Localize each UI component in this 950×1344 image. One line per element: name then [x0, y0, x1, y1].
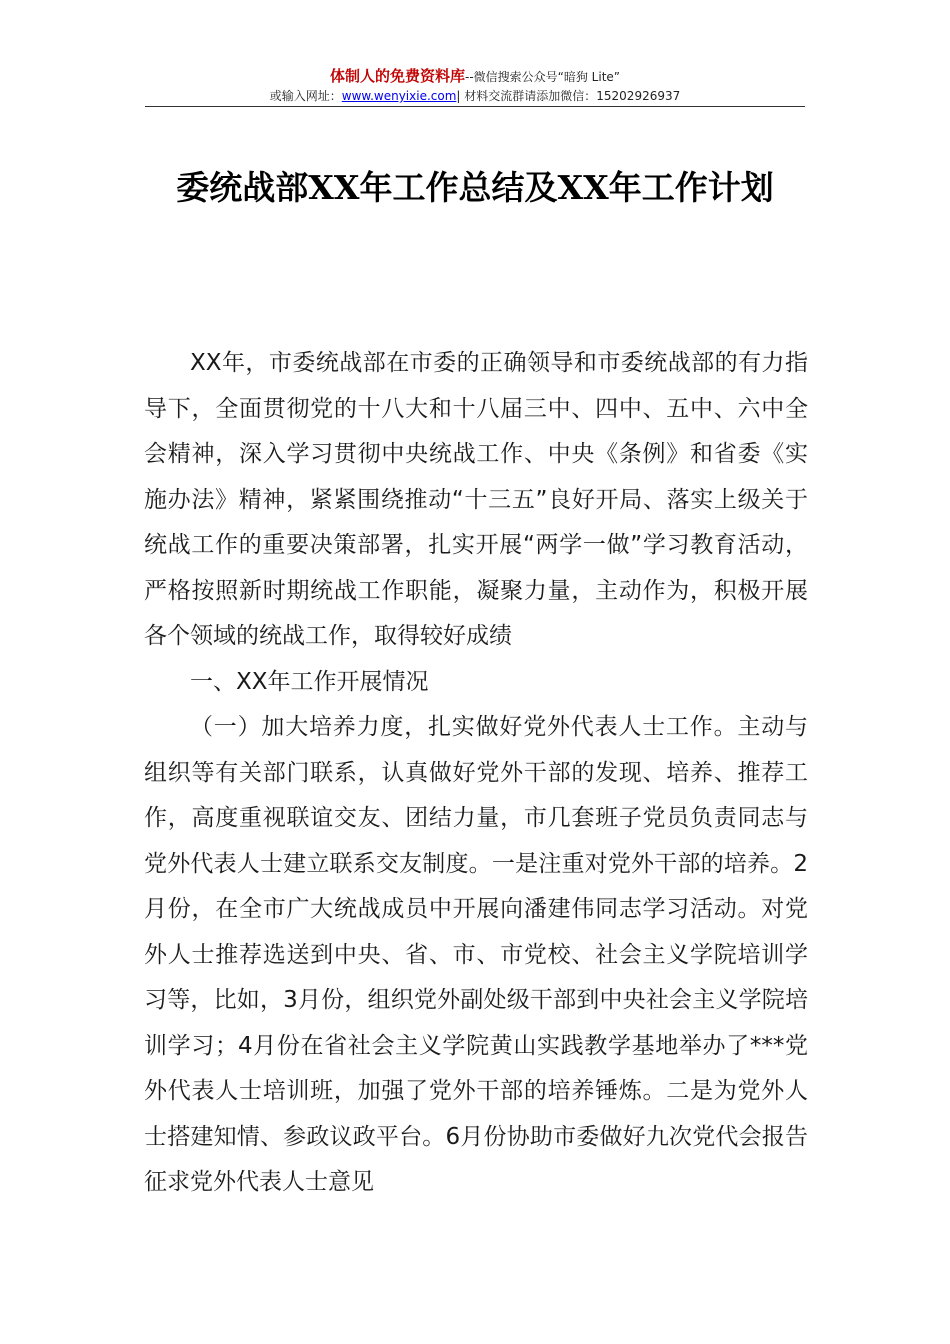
document-body [144, 341, 808, 1206]
header-brand: 体制人的免费资料库 [329, 67, 465, 85]
intro-paragraph: XX年，市委统战部在市委的正确领导和市委统战部的有力指导下，全面贯彻党的十八大和十八届三中、四中、五中、六中全会精神，深入学习贯彻中央统战工作、中央《条例》和省委《实施办法》精神，紧紧围绕推动“十三五”良好开局、落实上级关于统战工作的重要决策部署，扎实开展“两学一做”学习教育活动，严格按照新时期统战工作职能，凝聚力量，主动作为，积极开展各个领域的统战工作，取得较好成绩 [144, 350, 808, 649]
header-contact-line [145, 87, 805, 105]
document-title: 委统战部XX年工作总结及XX年工作计划 [176, 168, 774, 207]
section-heading: 一、XX年工作开展情况 [190, 668, 429, 695]
body-paragraph: （一）加大培养力度，扎实做好党外代表人士工作。主动与组织等有关部门联系，认真做好党外干部的发现、培养、推荐工作，高度重视联谊交友、团结力量，市几套班子党员负责同志与党外代表人士建立联系交友制度。一是注重对党外干部的培养。2月份，在全市广大统战成员中开展向潘建伟同志学习活动。对党外人士推荐选送到中央、省、市、市党校、社会主义学院培训学习等，比如，3月份，组织党外副处级干部到中央社会主义学院培训学习；4月份在省社会主义学院黄山实践教学基地举办了***党外代表人士培训班，加强了党外干部的培养锤炼。二是为党外人士搭建知情、参政议政平台。6月份协助市委做好九次党代会报告征求党外代表人士意见 [144, 714, 808, 1195]
header-contact: | 材料交流群请添加微信：15202926937 [456, 89, 681, 103]
header-url-link[interactable]: www.wenyixie.com [341, 89, 457, 103]
header-tagline: --微信搜索公众号“暗狗 Lite” [464, 70, 621, 84]
page-header [145, 66, 805, 105]
header-divider [145, 106, 805, 107]
header-url-prefix: 或输入网址： [269, 89, 342, 103]
header-banner [145, 66, 805, 87]
